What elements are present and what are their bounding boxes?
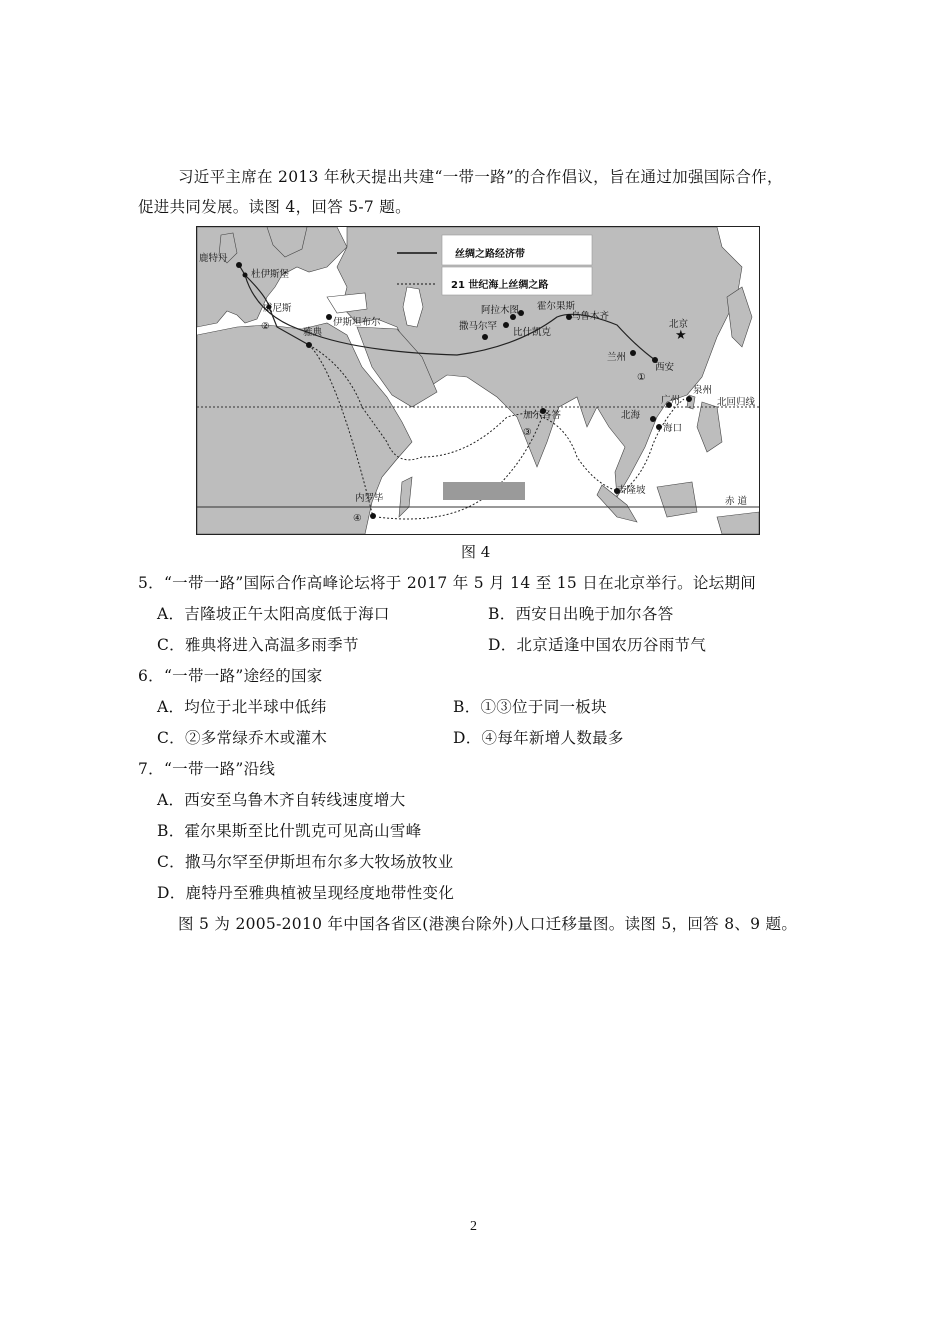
figure-caption: 图 4 bbox=[461, 543, 491, 561]
q6-option-d: D．④每年新增人数最多 bbox=[453, 729, 624, 747]
q7-option-c: C．撒马尔罕至伊斯坦布尔多大牧场放牧业 bbox=[157, 853, 454, 871]
q6-option-b: B．①③位于同一板块 bbox=[453, 698, 607, 716]
q5-option-c: C．雅典将进入高温多雨季节 bbox=[157, 636, 359, 654]
dot-istanbul bbox=[326, 314, 332, 320]
q7-option-a: A．西安至乌鲁木齐自转线速度增大 bbox=[157, 791, 406, 809]
q5-option-a: A．吉隆坡正午太阳高度低于海口 bbox=[157, 605, 390, 623]
q7-stem: 7．“一带一路”沿线 bbox=[138, 760, 276, 778]
marker-1: ① bbox=[637, 372, 646, 383]
label-duisburg: 杜伊斯堡 bbox=[251, 269, 290, 280]
belt-and-road-map bbox=[196, 226, 760, 535]
label-samarkand: 撒马尔罕 bbox=[459, 321, 498, 332]
intro-line-1: 习近平主席在 2013 年秋天提出共建“一带一路”的合作倡议，旨在通过加强国际合作， bbox=[178, 168, 783, 186]
label-xian: 西安 bbox=[655, 362, 675, 373]
star-icon: ★ bbox=[675, 328, 687, 343]
label-guangzhou: 广州 bbox=[661, 395, 681, 406]
label-urumqi: 乌鲁木齐 bbox=[571, 311, 610, 322]
label-khorgos: 霍尔果斯 bbox=[537, 301, 576, 312]
intro-line-2: 促进共同发展。读图 4，回答 5-7 题。 bbox=[138, 198, 411, 216]
land-philippines bbox=[697, 402, 722, 452]
q5-stem: 5．“一带一路”国际合作高峰论坛将于 2017 年 5 月 14 至 15 日在北京举行。论坛期间 bbox=[138, 574, 757, 592]
label-nairobi: 内罗毕 bbox=[355, 493, 384, 504]
label-quanzhou: 泉州 bbox=[693, 385, 713, 396]
dot-quanzhou bbox=[686, 396, 692, 402]
dot-rotterdam bbox=[236, 262, 242, 268]
dot-athens bbox=[306, 342, 312, 348]
label-istanbul: 伊斯坦布尔 bbox=[333, 317, 381, 328]
dot-beihai bbox=[650, 416, 656, 422]
dot-lanzhou bbox=[630, 350, 636, 356]
page-number: 2 bbox=[470, 1219, 477, 1234]
grey-redaction-box bbox=[443, 482, 525, 500]
q7-option-d: D．鹿特丹至雅典植被呈现经度地带性变化 bbox=[157, 884, 455, 902]
label-equator: 赤 道 bbox=[725, 496, 748, 507]
marker-3: ③ bbox=[523, 427, 532, 438]
land-japan bbox=[727, 287, 752, 347]
land-new-guinea bbox=[717, 512, 759, 534]
q6-stem: 6．“一带一路”途经的国家 bbox=[138, 667, 323, 685]
dot-samarkand bbox=[482, 334, 488, 340]
label-almaty: 阿拉木图 bbox=[481, 305, 520, 316]
land-madagascar bbox=[399, 477, 412, 517]
label-kuala-lumpur: 吉隆坡 bbox=[617, 485, 646, 496]
q5-option-d: D．北京适逢中国农历谷雨节气 bbox=[488, 636, 707, 654]
label-beihai: 北海 bbox=[621, 410, 641, 421]
label-kolkata: 加尔各答 bbox=[523, 410, 562, 421]
land-borneo bbox=[657, 482, 697, 517]
q6-option-c: C．②多常绿乔木或灌木 bbox=[157, 729, 328, 747]
marker-4: ④ bbox=[353, 513, 362, 524]
label-tropic-of-cancer: 北回归线 bbox=[717, 397, 756, 408]
label-rotterdam: 鹿特丹 bbox=[199, 253, 228, 264]
legend-land-label: 丝绸之路经济带 bbox=[455, 249, 525, 260]
label-athens: 雅典 bbox=[303, 327, 323, 338]
black-sea bbox=[327, 293, 367, 313]
dot-nairobi bbox=[370, 513, 376, 519]
dot-bishkek bbox=[503, 322, 509, 328]
q7-option-b: B．霍尔果斯至比什凯克可见高山雪峰 bbox=[157, 822, 422, 840]
marker-2: ② bbox=[261, 321, 270, 332]
dot-haikou bbox=[656, 424, 662, 430]
q5-option-b: B．西安日出晚于加尔各答 bbox=[488, 605, 674, 623]
label-lanzhou: 兰州 bbox=[607, 352, 627, 363]
dot-duisburg bbox=[243, 273, 248, 278]
label-haikou: 海口 bbox=[663, 423, 683, 434]
label-venice: 威尼斯 bbox=[263, 303, 292, 314]
legend-sea-label: 21 世纪海上丝绸之路 bbox=[451, 280, 549, 291]
fig5-intro: 图 5 为 2005-2010 年中国各省区(港澳台除外)人口迁移量图。读图 5，回答 8、9 题。 bbox=[178, 915, 798, 933]
label-beijing: 北京 bbox=[669, 319, 689, 330]
q6-option-a: A．均位于北半球中低纬 bbox=[157, 698, 327, 716]
label-bishkek: 比什凯克 bbox=[513, 327, 552, 338]
